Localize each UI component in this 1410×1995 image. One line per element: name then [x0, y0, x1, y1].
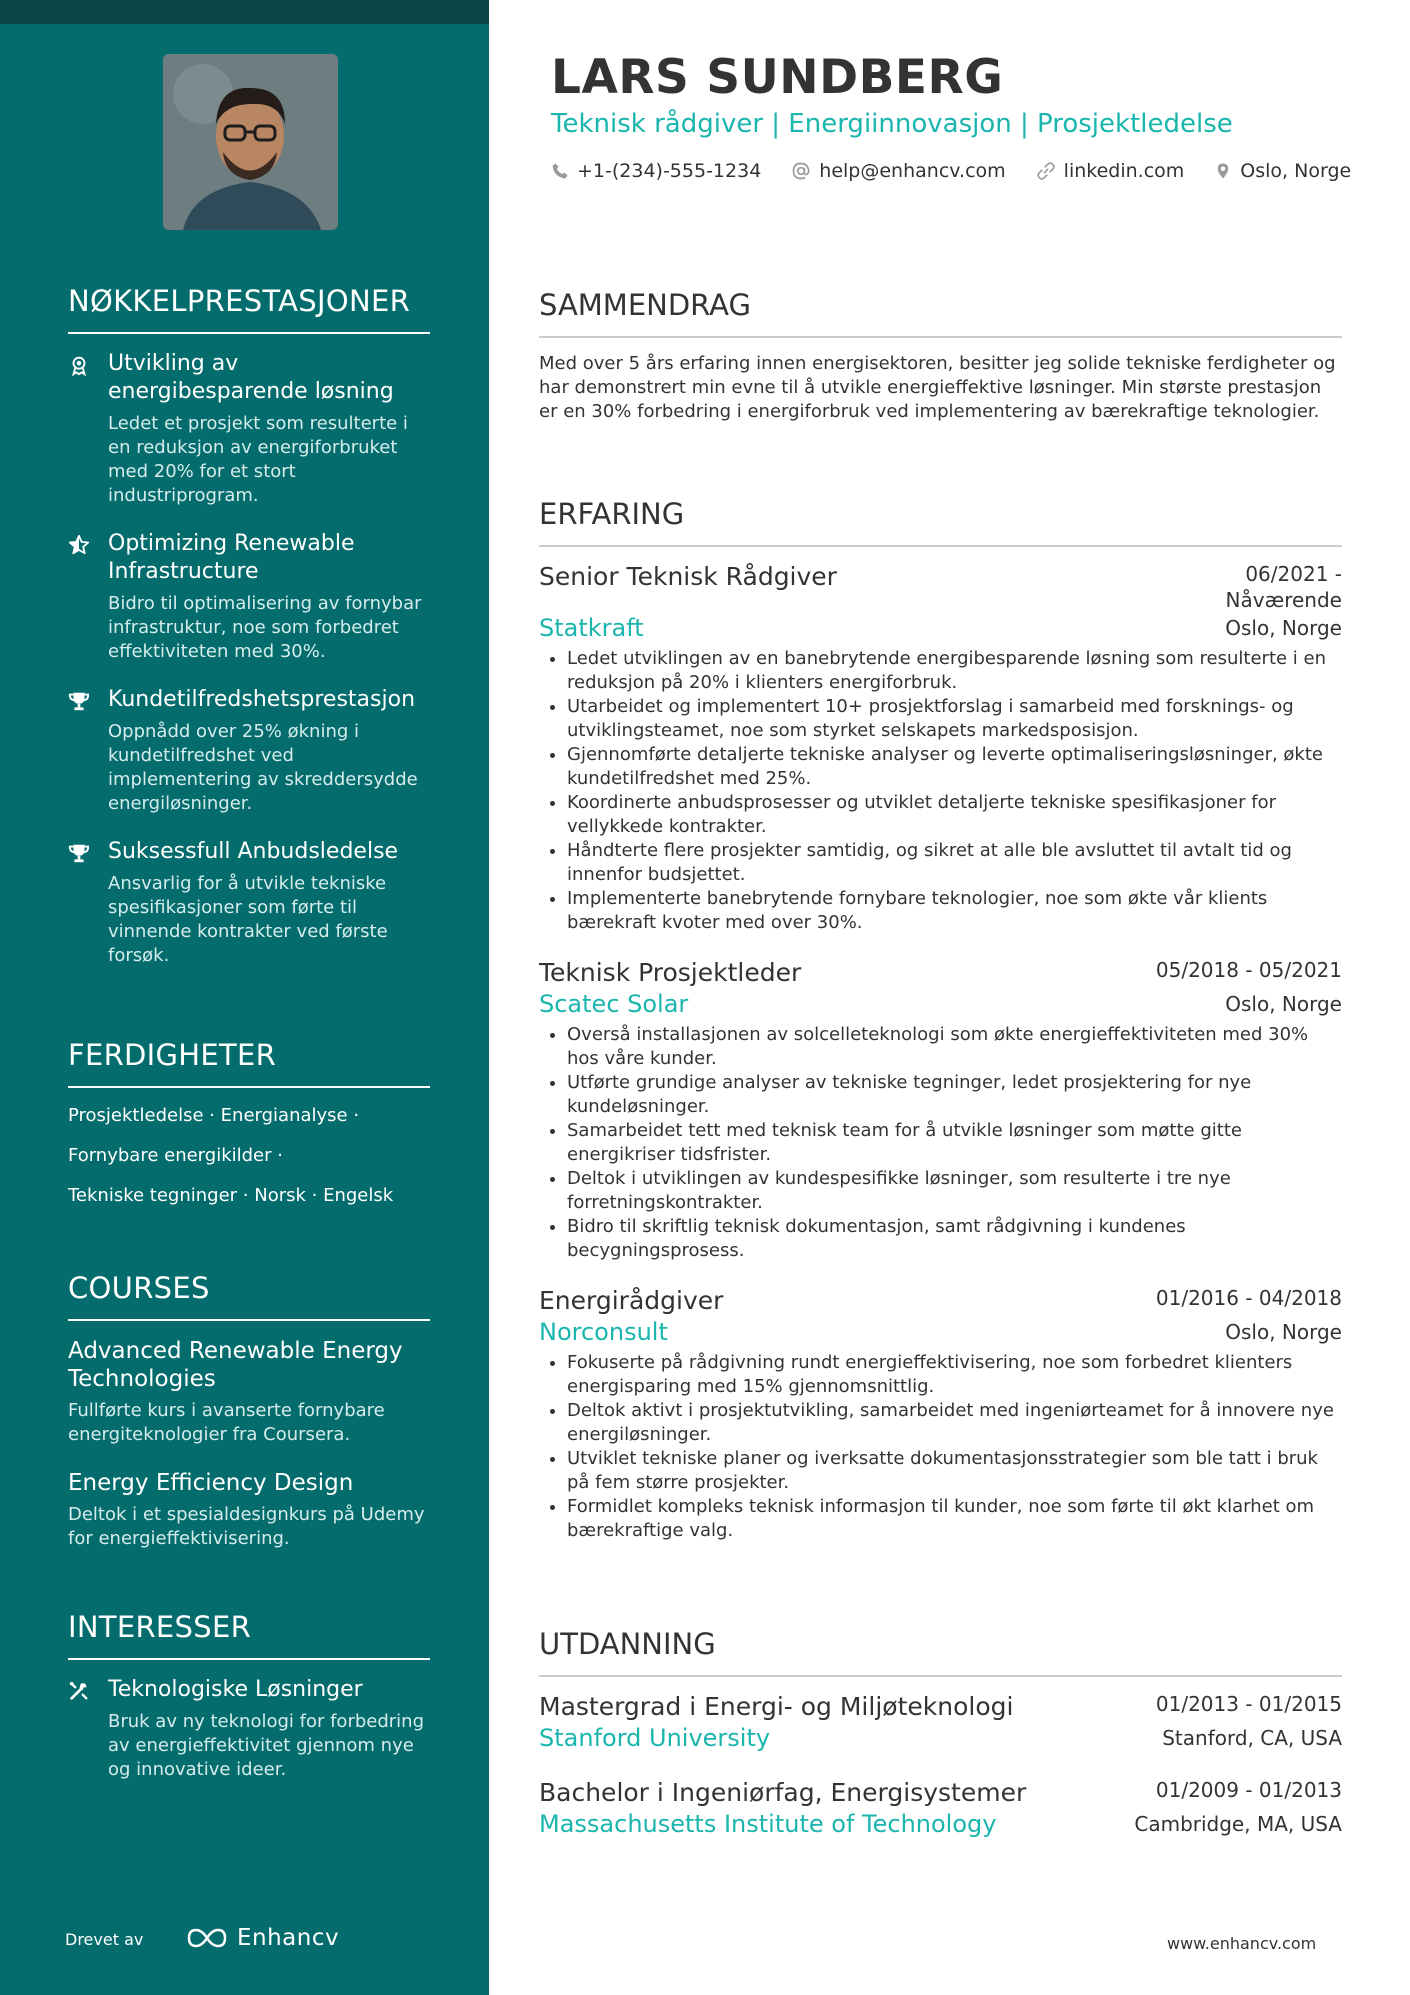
job-bullet: • Samarbeidet tett med teknisk team for å utvikle løsninger som møtte gitte energikriser tidsfrister.: [567, 1119, 1342, 1167]
job-company: Norconsult: [539, 1318, 668, 1346]
job-title: Senior Teknisk Rådgiver: [539, 562, 837, 591]
tools-icon: [68, 1680, 90, 1702]
profile-photo: [163, 54, 338, 230]
job-location: Oslo, Norge: [1225, 616, 1342, 640]
school-location: Stanford, CA, USA: [1162, 1726, 1342, 1750]
phone-text: +1-(234)-555-1234: [577, 160, 762, 182]
star-icon: [68, 534, 90, 556]
skills-section: [68, 1038, 430, 1208]
job-location: Oslo, Norge: [1225, 1320, 1342, 1344]
skills-heading: FERDIGHETER: [68, 1038, 430, 1088]
sidebar-top-bar: [0, 0, 489, 24]
achievement-item: [68, 350, 430, 508]
job-bullet: • Bidro til skriftlig teknisk dokumentasjon, samt rådgivning i kundenes becygningsprosess.: [567, 1215, 1342, 1263]
candidate-name: LARS SUNDBERG: [551, 50, 1004, 105]
job-bullet: • Implementerte banebrytende fornybare teknologier, noe som økte vår klients bærekraft kvoter med over 30%.: [567, 887, 1342, 935]
school-name: Massachusetts Institute of Technology: [539, 1810, 997, 1838]
skills-line: Tekniske tegninger · Norsk · Engelsk: [68, 1185, 394, 1206]
job-date: 06/2021 - Nåværende: [1225, 562, 1342, 612]
interest-item: [68, 1676, 430, 1782]
course-desc: Fullførte kurs i avanserte fornybare energiteknologier fra Coursera.: [68, 1400, 385, 1445]
footer-url[interactable]: www.enhancv.com: [1167, 1934, 1317, 1953]
contact-link[interactable]: [1036, 160, 1185, 182]
sidebar: [0, 0, 489, 1995]
achievement-item: [68, 530, 430, 664]
job-bullet: • Deltok aktivt i prosjektutvikling, samarbeidet med ingeniørteamet for å innovere nye energiløsninger.: [567, 1399, 1342, 1447]
achievement-item: [68, 838, 430, 968]
job-bullets: [539, 647, 1342, 935]
courses-heading: COURSES: [68, 1271, 430, 1321]
contact-bar: [551, 160, 1381, 182]
summary-section: [539, 288, 1342, 424]
job-date: 01/2016 - 04/2018: [1155, 1286, 1342, 1310]
job-bullets: [539, 1023, 1342, 1263]
summary-heading: SAMMENDRAG: [539, 288, 1342, 338]
job-entry: [539, 561, 1342, 935]
course-title: Energy Efficiency Design: [68, 1470, 354, 1496]
degree-title: Mastergrad i Energi- og Miljøteknologi: [539, 1692, 1014, 1721]
link-text: linkedin.com: [1063, 160, 1185, 182]
achievements-section: [68, 284, 430, 968]
interest-title: Teknologiske Løsninger: [108, 1677, 363, 1702]
interests-heading: INTERESSER: [68, 1610, 430, 1660]
courses-section: [68, 1271, 430, 1551]
course-title: Advanced Renewable Energy Technologies: [68, 1338, 403, 1392]
course-item: [68, 1337, 430, 1447]
achievement-desc: Bidro til optimalisering av fornybar infrastruktur, noe som forbedret effektiviteten med 30%.: [108, 593, 422, 662]
job-entry: [539, 957, 1342, 1263]
achievement-title: Utvikling av energibesparende løsning: [108, 351, 394, 404]
education-date: 01/2009 - 01/2013: [1155, 1778, 1342, 1802]
contact-phone[interactable]: [551, 160, 761, 182]
experience-section: [539, 497, 1342, 1543]
summary-text: Med over 5 års erfaring innen energisektoren, besitter jeg solide tekniske ferdigheter og har demonstrert min evne til å utvikle energieffektive løsninger. Min største prestasjon er en 30% forbedring i energiforbruk ved implementering av bærekraftige teknologier.: [539, 353, 1336, 422]
enhancv-brand-text: Enhancv: [237, 1925, 340, 1951]
job-bullet: • Formidlet kompleks teknisk informasjon til kunder, noe som førte til økt klarhet om bærekraftige valg.: [567, 1495, 1342, 1543]
job-company: Scatec Solar: [539, 990, 689, 1018]
achievement-item: [68, 686, 430, 816]
job-title: Teknisk Prosjektleder: [539, 958, 802, 987]
job-entry: [539, 1285, 1342, 1543]
job-title: Energirådgiver: [539, 1286, 724, 1315]
achievement-desc: Ansvarlig for å utvikle tekniske spesifikasjoner som førte til vinnende kontrakter ved første forsøk.: [108, 873, 388, 966]
phone-icon: [551, 162, 569, 180]
job-bullet: • Deltok i utviklingen av kundespesifikke løsninger, som resulterte i tre nye forretningskontrakter.: [567, 1167, 1342, 1215]
powered-by-label: Drevet av: [65, 1930, 144, 1949]
award-icon: [68, 354, 90, 376]
skills-line: Prosjektledelse · Energianalyse ·: [68, 1105, 360, 1126]
job-bullet: • Ledet utviklingen av en banebrytende energibesparende løsning som resulterte i en reduksjon på 20% i klienters energiforbruk.: [567, 647, 1342, 695]
course-desc: Deltok i et spesialdesignkurs på Udemy for energieffektivisering.: [68, 1504, 425, 1549]
location-pin-icon: [1214, 161, 1232, 181]
job-bullet: • Utarbeidet og implementert 10+ prosjektforslag i samarbeid med forsknings- og utviklingsteamet, noe som styrket selskapets markedsposisjon.: [567, 695, 1342, 743]
achievement-title: Kundetilfredshetsprestasjon: [108, 687, 416, 712]
school-location: Cambridge, MA, USA: [1134, 1812, 1342, 1836]
job-date: 05/2018 - 05/2021: [1155, 958, 1342, 982]
job-bullet: • Håndterte flere prosjekter samtidig, og sikret at alle ble avsluttet til avtalt tid og innenfor budsjettet.: [567, 839, 1342, 887]
degree-title: Bachelor i Ingeniørfag, Energisystemer: [539, 1778, 1027, 1807]
job-bullet: • Overså installasjonen av solcelleteknologi som økte energieffektiviteten med 30% hos våre kunder.: [567, 1023, 1342, 1071]
contact-email[interactable]: [791, 160, 1005, 182]
email-text: help@enhancv.com: [819, 160, 1006, 182]
job-bullets: [539, 1351, 1342, 1543]
job-bullet: • Fokuserte på rådgivning rundt energieffektivisering, noe som forbedret klienters energisparing med 15% gjennomsnittlig.: [567, 1351, 1342, 1399]
at-icon: [791, 161, 811, 181]
trophy-icon: [68, 842, 90, 864]
trophy-icon: [68, 690, 90, 712]
achievements-heading: NØKKELPRESTASJONER: [68, 284, 430, 334]
contact-location: [1214, 160, 1351, 182]
enhancv-logo[interactable]: [185, 1925, 339, 1951]
enhancv-logo-icon: [185, 1926, 229, 1950]
job-bullet: • Utførte grundige analyser av tekniske tegninger, ledet prosjektering for nye kundeløsninger.: [567, 1071, 1342, 1119]
skills-line: Fornybare energikilder ·: [68, 1145, 283, 1166]
job-bullet: • Utviklet tekniske planer og iverksatte dokumentasjonsstrategier som ble tatt i bruk på fem større prosjekter.: [567, 1447, 1342, 1495]
interests-section: [68, 1610, 430, 1782]
achievement-title: Optimizing Renewable Infrastructure: [108, 531, 355, 584]
job-location: Oslo, Norge: [1225, 992, 1342, 1016]
education-date: 01/2013 - 01/2015: [1155, 1692, 1342, 1716]
education-entry: [539, 1691, 1342, 1753]
course-item: [68, 1469, 430, 1551]
tagline: Teknisk rådgiver | Energiinnovasjon | Prosjektledelse: [551, 109, 1233, 139]
interest-desc: Bruk av ny teknologi for forbedring av energieffektivitet gjennom nye og innovative ideer.: [108, 1711, 425, 1780]
link-icon: [1036, 161, 1056, 181]
achievement-desc: Oppnådd over 25% økning i kundetilfredshet ved implementering av skreddersydde energiløsninger.: [108, 721, 418, 814]
education-heading: UTDANNING: [539, 1627, 1342, 1677]
experience-heading: ERFARING: [539, 497, 1342, 547]
job-bullet: • Koordinerte anbudsprosesser og utviklet detaljerte tekniske spesifikasjoner for vellykkede kontrakter.: [567, 791, 1342, 839]
achievement-title: Suksessfull Anbudsledelse: [108, 839, 399, 864]
school-name: Stanford University: [539, 1724, 771, 1752]
location-text: Oslo, Norge: [1240, 160, 1352, 182]
job-company: Statkraft: [539, 614, 644, 642]
education-entry: [539, 1777, 1342, 1839]
achievement-desc: Ledet et prosjekt som resulterte i en reduksjon av energiforbruket med 20% for et stort industriprogram.: [108, 413, 408, 506]
job-bullet: • Gjennomførte detaljerte tekniske analyser og leverte optimaliseringsløsninger, økte kundetilfredshet med 25%.: [567, 743, 1342, 791]
education-section: [539, 1627, 1342, 1839]
